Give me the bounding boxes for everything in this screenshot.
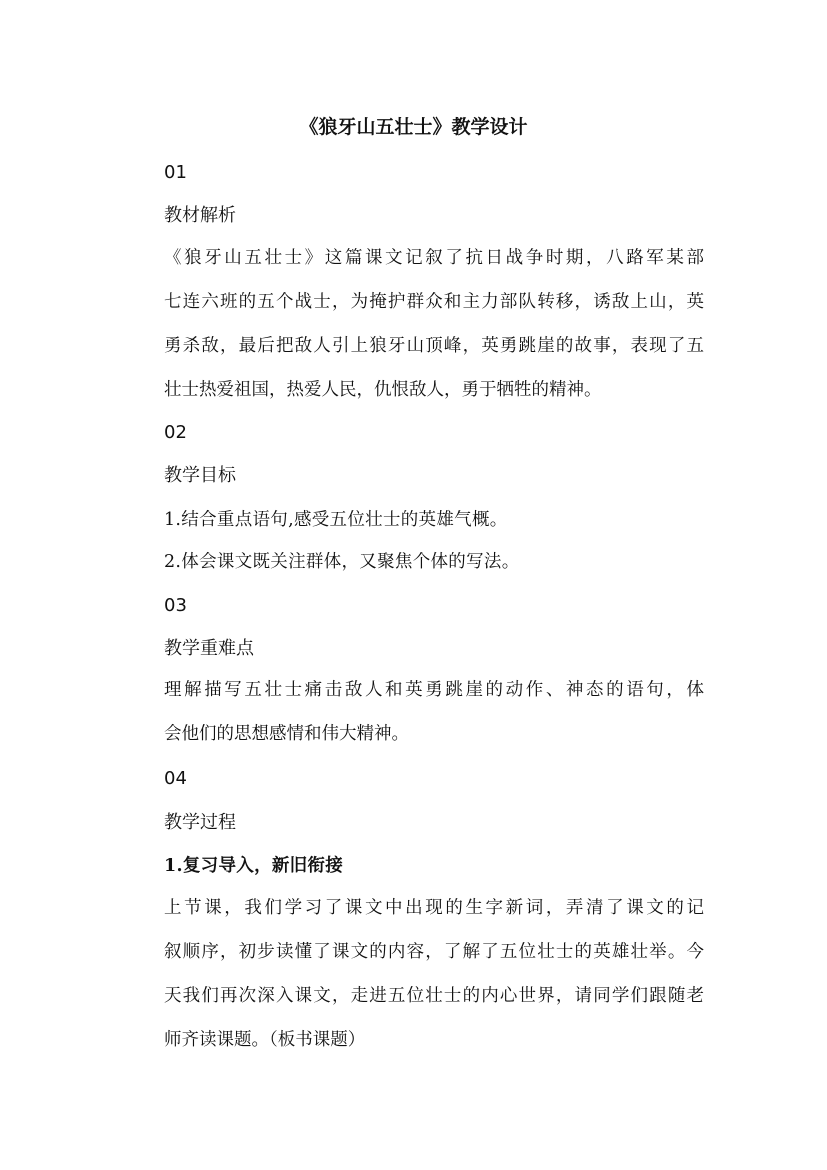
subheading-review-intro: 1.复习导入，新旧衔接 (164, 856, 344, 876)
paragraph-line: 七连六班的五个战士，为掩护群众和主力部队转移，诱敌上山，英 (164, 292, 704, 312)
paragraph-line: 理解描写五壮士痛击敌人和英勇跳崖的动作、神态的语句，体 (164, 680, 704, 700)
section-number-02: 02 (164, 422, 187, 443)
paragraph-line: 师齐读课题。（板书课题） (164, 1030, 366, 1050)
section-paragraph-textbook-analysis (164, 236, 704, 412)
document-title: 《狼牙山五壮士》教学设计 (299, 116, 528, 138)
paragraph-line: 《狼牙山五壮士》这篇课文记叙了抗日战争时期，八路军某部 (164, 248, 704, 268)
paragraph-line: 天我们再次深入课文，走进五位壮士的内心世界，请同学们跟随老 (164, 986, 704, 1006)
paragraph-line: 会他们的思想感情和伟大精神。 (164, 724, 409, 744)
section-number-03: 03 (164, 595, 187, 616)
paragraph-line: 壮士热爱祖国，热爱人民，仇恨敌人，勇于牺牲的精神。 (164, 380, 602, 400)
paragraph-line: 勇杀敌，最后把敌人引上狼牙山顶峰，英勇跳崖的故事，表现了五 (164, 336, 704, 356)
section-paragraph-key-difficulties (164, 668, 704, 756)
section-heading-teaching-process: 教学过程 (164, 812, 236, 833)
teaching-goal-item-1: 1.结合重点语句,感受五位壮士的英雄气概。 (164, 510, 508, 530)
section-heading-textbook-analysis: 教材解析 (164, 205, 236, 226)
section-paragraph-teaching-process (164, 886, 704, 1062)
section-heading-teaching-goals: 教学目标 (164, 465, 236, 486)
section-number-04: 04 (164, 768, 187, 789)
section-heading-key-difficulties: 教学重难点 (164, 638, 254, 659)
paragraph-line: 上节课，我们学习了课文中出现的生字新词，弄清了课文的记 (164, 898, 704, 918)
section-number-01: 01 (164, 162, 187, 183)
teaching-goal-item-2: 2.体会课文既关注群体，又聚焦个体的写法。 (164, 552, 520, 572)
paragraph-line: 叙顺序，初步读懂了课文的内容，了解了五位壮士的英雄壮举。今 (164, 942, 704, 962)
